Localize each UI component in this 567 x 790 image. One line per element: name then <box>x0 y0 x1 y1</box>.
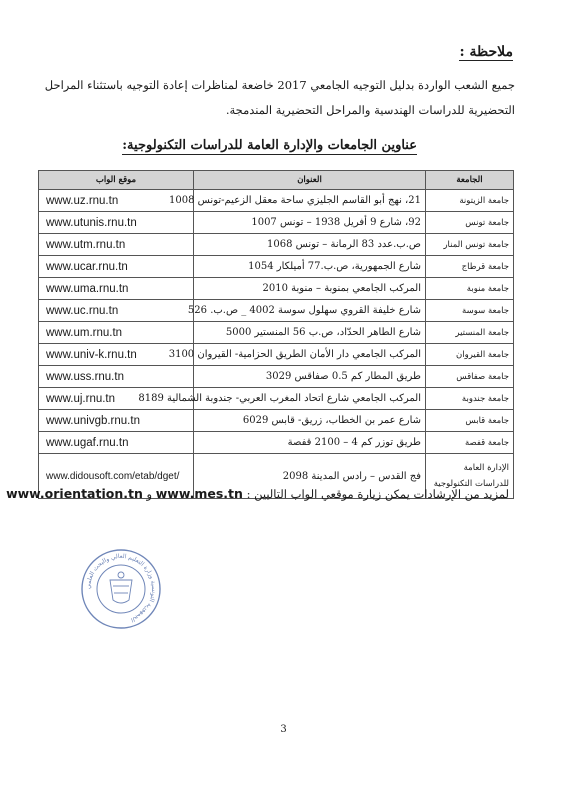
university-website-link[interactable]: www.ucar.rnu.tn <box>39 256 194 278</box>
university-address: طريق توزر كم 4 – 2100 قفصة <box>194 432 426 454</box>
university-name: جامعة تونس <box>426 212 514 234</box>
table-header-row <box>39 171 514 190</box>
university-website-link[interactable]: www.ugaf.rnu.tn <box>39 432 194 454</box>
table-row <box>39 256 514 278</box>
university-website-link[interactable]: www.uc.rnu.tn <box>39 300 194 322</box>
university-name: جامعة قفصة <box>426 432 514 454</box>
universities-table <box>38 170 514 499</box>
mes-website-link[interactable]: www.mes.tn <box>155 486 243 501</box>
university-name: جامعة الزيتونة <box>426 190 514 212</box>
university-name: جامعة المنستير <box>426 322 514 344</box>
university-website-link[interactable]: www.uj.rnu.tn <box>39 388 194 410</box>
table-row <box>39 234 514 256</box>
table-row <box>39 190 514 212</box>
university-name: جامعة القيروان <box>426 344 514 366</box>
section-title: عناوين الجامعات والإدارة العامة للدراسات التكنولوجية: <box>122 138 417 153</box>
table-row <box>39 388 514 410</box>
university-address: شارع عمر بن الخطاب، زريق- قابس 6029 <box>194 410 426 432</box>
orientation-website-link[interactable]: www.orientation.tn <box>6 486 143 501</box>
university-address: المركب الجامعي دار الأمان الطريق الحزامية- القيروان 3100 <box>194 344 426 366</box>
header-website: موقع الواب <box>39 171 194 190</box>
university-website-link[interactable]: www.didousoft.com/etab/dget/ <box>39 454 194 499</box>
page-number: 3 <box>280 724 287 735</box>
university-address: المركب الجامعي بمنوبة – منوبة 2010 <box>194 278 426 300</box>
university-website-link[interactable]: www.univ-k.rnu.tn <box>39 344 194 366</box>
note-title: ملاحظة : <box>459 44 513 60</box>
university-address: شارع الجمهورية، ص.ب.77 أميلكار 1054 <box>194 256 426 278</box>
university-name: جامعة تونس المنار <box>426 234 514 256</box>
university-name: جامعة سوسة <box>426 300 514 322</box>
footer-text: لمزيد من الإرشادات يمكن زيارة موقعي الواب التاليين : <box>246 487 509 501</box>
table-row <box>39 300 514 322</box>
table-row <box>39 212 514 234</box>
header-university: الجامعة <box>426 171 514 190</box>
university-name: جامعة قرطاج <box>426 256 514 278</box>
note-line-2: التحضيرية للدراسات الهندسية والمراحل التحضيرية المندمجة. <box>225 103 515 117</box>
university-website-link[interactable]: www.um.rnu.tn <box>39 322 194 344</box>
table-row <box>39 366 514 388</box>
table-row <box>39 410 514 432</box>
footer-connector: و <box>146 487 153 501</box>
official-stamp-icon <box>80 548 162 630</box>
table-row <box>39 344 514 366</box>
university-name: جامعة جندوبة <box>426 388 514 410</box>
university-name: جامعة قابس <box>426 410 514 432</box>
header-address: العنوان <box>194 171 426 190</box>
university-website-link[interactable]: www.univgb.rnu.tn <box>39 410 194 432</box>
university-address: المركب الجامعي شارع اتحاد المغرب العربي- جندوبة الشمالية 8189 <box>194 388 426 410</box>
university-address: فج القدس – رادس المدينة 2098 <box>194 454 426 499</box>
university-address: طريق المطار كم 0.5 صفاقس 3029 <box>194 366 426 388</box>
university-address: 92، شارع 9 أفريل 1938 – تونس 1007 <box>194 212 426 234</box>
university-name: الإدارة العامة للدراسات التكنولوجية <box>426 454 514 499</box>
stamp-ring-text: الجمهورية التونسية وزارة التعليم العالي والبحث العلمي <box>84 552 158 624</box>
university-address: شارع خليفة القروي سهلول سوسة 4002 _ ص.ب. 526 <box>194 300 426 322</box>
university-website-link[interactable]: www.utunis.rnu.tn <box>39 212 194 234</box>
university-website-link[interactable]: www.utm.rnu.tn <box>39 234 194 256</box>
note-line-1: جميع الشعب الواردة بدليل التوجيه الجامعي 2017 خاضعة لمناظرات إعادة التوجيه باستثناء المراحل <box>44 78 515 92</box>
university-address: ص.ب.عدد 83 الرمانة – تونس 1068 <box>194 234 426 256</box>
table-row <box>39 322 514 344</box>
university-name: جامعة منوبة <box>426 278 514 300</box>
footer-line <box>6 486 509 501</box>
university-website-link[interactable]: www.uz.rnu.tn <box>39 190 194 212</box>
university-address: شارع الطاهر الحدّاد، ص.ب 56 المنستير 5000 <box>194 322 426 344</box>
table-row <box>39 432 514 454</box>
university-address: 21، نهج أبو القاسم الجليزي ساحة معقل الزعيم-تونس 1008 <box>194 190 426 212</box>
university-name: جامعة صفاقس <box>426 366 514 388</box>
university-website-link[interactable]: www.uss.rnu.tn <box>39 366 194 388</box>
stamp-emblem <box>110 572 132 603</box>
university-website-link[interactable]: www.uma.rnu.tn <box>39 278 194 300</box>
table-row <box>39 278 514 300</box>
